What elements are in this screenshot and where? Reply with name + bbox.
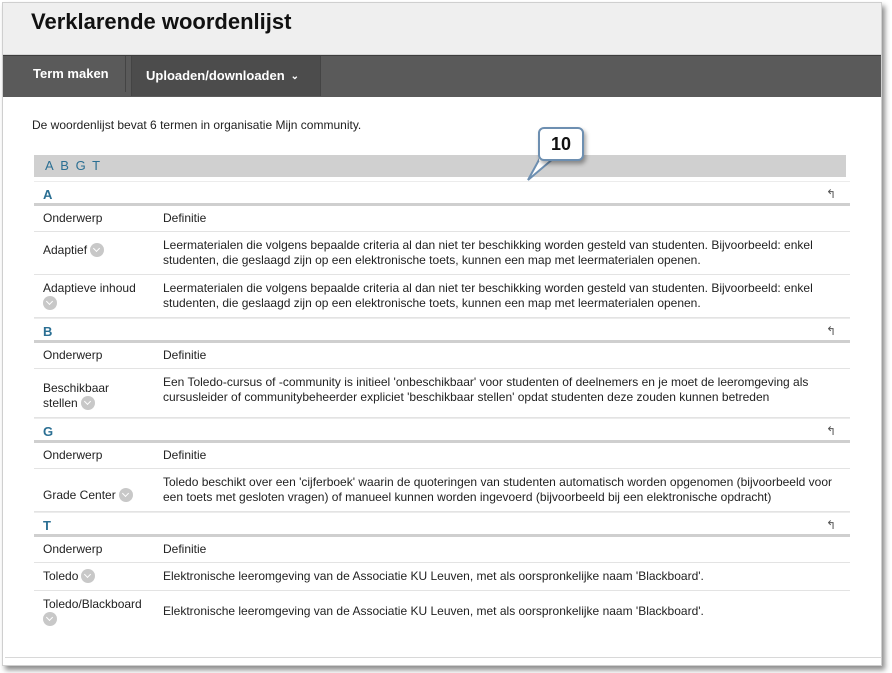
column-header-term: Onderwerp xyxy=(43,211,103,225)
definition-cell: Leermaterialen die volgens bepaalde criteria al dan niet ter beschikking worden gesteld van studenten. Bijvoorbeeld: enkel studenten, die geslaagd zijn op een elektronische toets, kunnen een map met leermaterialen openen. xyxy=(163,281,813,310)
options-chevron-icon[interactable] xyxy=(81,569,95,583)
options-chevron-icon[interactable] xyxy=(119,488,133,502)
back-to-top-icon[interactable]: ↰ xyxy=(825,187,836,201)
section-header-b xyxy=(34,318,850,343)
options-chevron-icon[interactable] xyxy=(43,612,57,626)
column-header-row xyxy=(34,537,850,563)
definition-cell: Elektronische leeromgeving van de Associatie KU Leuven, met als oorspronkelijke naam 'Blackboard'. xyxy=(163,569,704,583)
divider xyxy=(5,657,882,658)
column-header-term: Onderwerp xyxy=(43,348,103,362)
callout-badge: 10 xyxy=(538,127,584,161)
table-row xyxy=(34,469,850,512)
options-chevron-icon[interactable] xyxy=(81,396,95,410)
column-header-definition: Definitie xyxy=(163,448,207,462)
definition-cell: Toledo beschikt over een 'cijferboek' waarin de quoteringen van studenten automatisch worden opgenomen (bijvoorbeeld voor een toets met gesloten vragen) of manueel kunnen worden ingevoerd (bijvoorbeeld bij een elektronische opdracht) xyxy=(163,475,832,504)
table-row xyxy=(34,232,850,275)
definition-cell: Leermaterialen die volgens bepaalde criteria al dan niet ter beschikking worden gesteld van studenten. Bijvoorbeeld: enkel studenten, die geslaagd zijn op een elektronische toets, kunnen een map met leermaterialen openen. xyxy=(163,238,813,267)
term-cell xyxy=(34,563,163,590)
column-header-row xyxy=(34,343,850,369)
upload-download-menu-button[interactable] xyxy=(131,56,321,96)
page-header xyxy=(3,3,881,55)
column-header-definition: Definitie xyxy=(163,211,207,225)
definition-cell: Een Toledo-cursus of -community is initieel 'onbeschikbaar' voor studenten of deelnemers en je moet de leeromgeving als cursusleider of communitybeheerder expliciet 'beschikbaar stellen' opdat studenten deze zouden kunnen betreden xyxy=(163,375,809,404)
term-label: Grade Center xyxy=(43,488,116,502)
column-header-term: Onderwerp xyxy=(43,542,103,556)
term-cell xyxy=(34,591,163,633)
glossary-summary: De woordenlijst bevat 6 termen in organisatie Mijn community. xyxy=(32,118,362,132)
column-header-definition: Definitie xyxy=(163,542,207,556)
term-cell xyxy=(34,232,163,274)
column-header-row xyxy=(34,443,850,469)
letter-link-b[interactable]: B xyxy=(60,158,69,173)
section-header-a xyxy=(34,181,850,206)
section-letter: B xyxy=(43,324,53,339)
page-title: Verklarende woordenlijst xyxy=(31,9,292,34)
back-to-top-icon[interactable]: ↰ xyxy=(825,518,836,532)
glossary-list xyxy=(34,181,850,633)
chevron-down-icon: ⌄ xyxy=(290,71,300,82)
term-cell xyxy=(34,275,163,317)
upload-download-label: Uploaden/downloaden xyxy=(146,68,285,83)
letter-index xyxy=(34,155,846,177)
create-term-button[interactable]: Term maken xyxy=(17,56,126,92)
action-bar xyxy=(3,55,881,97)
table-row xyxy=(34,591,850,633)
term-cell xyxy=(34,469,163,511)
letter-link-g[interactable]: G xyxy=(75,158,86,173)
letter-link-a[interactable]: A xyxy=(45,158,54,173)
table-row xyxy=(34,369,850,418)
definition-cell: Elektronische leeromgeving van de Associatie KU Leuven, met als oorspronkelijke naam 'Blackboard'. xyxy=(163,604,704,618)
section-header-t xyxy=(34,512,850,537)
table-row xyxy=(34,275,850,318)
term-label: Toledo xyxy=(43,569,79,583)
term-label: Adaptief xyxy=(43,243,88,257)
options-chevron-icon[interactable] xyxy=(90,243,104,257)
term-label: Beschikbaar stellen xyxy=(43,381,110,410)
term-cell xyxy=(34,369,163,417)
callout-pointer xyxy=(526,158,556,182)
back-to-top-icon[interactable]: ↰ xyxy=(825,424,836,438)
column-header-term: Onderwerp xyxy=(43,448,103,462)
section-letter: G xyxy=(43,424,54,439)
term-label: Adaptieve inhoud xyxy=(43,281,136,295)
table-row xyxy=(34,563,850,591)
back-to-top-icon[interactable]: ↰ xyxy=(825,324,836,338)
column-header-definition: Definitie xyxy=(163,348,207,362)
section-letter: A xyxy=(43,187,53,202)
options-chevron-icon[interactable] xyxy=(43,296,57,310)
letter-link-t[interactable]: T xyxy=(92,158,101,173)
term-label: Toledo/Blackboard xyxy=(43,597,142,611)
section-header-g xyxy=(34,418,850,443)
column-header-row xyxy=(34,206,850,232)
section-letter: T xyxy=(43,518,51,533)
